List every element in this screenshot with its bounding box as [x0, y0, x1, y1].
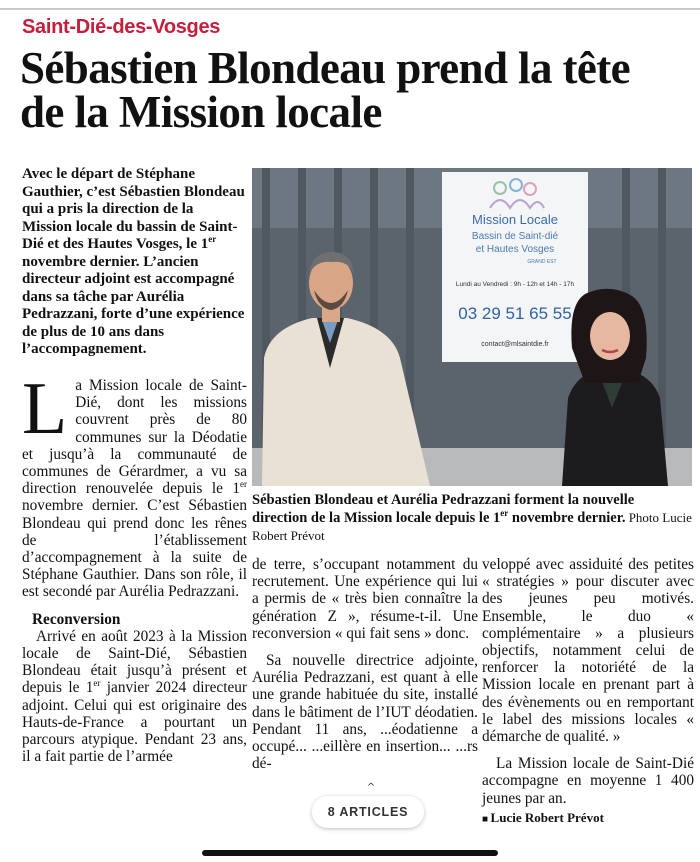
paragraph-1-text-a: a Mission locale de Saint-Dié, dont les missions couvrent près de 80 communes sur la Déodatie et jusqu’à la communauté de communes de Gérardmer, a vu sa direction renouvelée depuis le 1 [22, 377, 247, 498]
photo-credit: Photo Lucie Robert Prévot [252, 510, 692, 543]
column-3-paragraph-1: veloppé avec assiduité des petites « stratégies » pour discuter avec des jeunes peu motivés. Ensemble, le duo « complémentaire » a plusieurs objectifs, notamment celui de renforcer la notoriété de la Mission locale en prenant part à des évènements ou en remportant le label des missions locales « démarche de qualité. » [482, 556, 694, 746]
lead-sup: er [208, 234, 217, 244]
caption-text-b: novembre dernier. [508, 510, 626, 526]
chevron-up-icon[interactable]: ^ [362, 780, 380, 794]
sign-subtitle-2: et Hautes Vosges [475, 244, 555, 255]
section-kicker: Saint-Dié-des-Vosges [22, 16, 221, 38]
article-photo[interactable] [252, 168, 692, 486]
article-column-2 [252, 556, 478, 772]
home-indicator[interactable] [202, 850, 498, 856]
paragraph-1-sup: er [240, 479, 247, 490]
article-column-3 [482, 556, 694, 828]
headline [20, 43, 690, 137]
paragraph-1-text-b: novembre dernier. C’est Sébastien Blondeau qui prend donc les rênes de l’établissement d’accompagnement à la suite de Stéphane Gauthier. Dans son rôle, il est secondé par Aurélia Pedrazzani. [22, 497, 247, 601]
lead-paragraph [22, 166, 247, 359]
article-column-1 [22, 368, 247, 766]
sign-title: Mission Locale [472, 212, 558, 227]
column-2-paragraph-2: Sa nouvelle directrice adjointe, Aurélia Pedrazzani, est quant à elle une grande habituée du site, installé dans le bâtiment de l’IUT déodatien. Pendant 11 ans, ...éodatienne a occupé... ...eillère en insertion... ...rs dé- [252, 652, 478, 773]
caption-text-a: Sébastien Blondeau et Aurélia Pedrazzani forment la nouvelle direction de la Mission locale depuis le 1 [252, 492, 635, 526]
sign-email: contact@mlsaintdie.fr [481, 341, 549, 348]
articles-pill-button[interactable]: 8 ARTICLES [312, 796, 424, 828]
sign-subtitle-1: Bassin de Saint-dié [471, 231, 559, 242]
article-paragraph-1 [22, 368, 247, 601]
sign-phone: 03 29 51 65 55 [458, 304, 572, 323]
article-paragraph-2 [22, 628, 247, 766]
sign-tag: GRAND EST [527, 259, 557, 265]
caption-sup: er [500, 508, 509, 519]
lead-text-a: Avec le départ de Stéphane Gauthier, c’est Sébastien Blondeau qui a pris la direction de la Mission locale du bassin de Saint-Dié et des Hautes Vosges, le 1 [22, 166, 245, 252]
paragraph-2-text-b: janvier 2024 directeur adjoint. Celui qui est originaire des Hauts-de-France a pourtant un parcours atypique. Pendant 23 ans, il a fait partie de l’armée [22, 679, 247, 766]
column-2-paragraph-1: de terre, s’occupant notamment du recrutement. Une expérience qui lui a permis de « très bien connaître la génération Z », résume-t-il. Une reconversion « qui fait sens » donc. [252, 556, 478, 642]
top-rule [0, 8, 700, 10]
photo-illustration [252, 168, 692, 486]
photo-caption [252, 492, 692, 545]
subheading: Reconversion [32, 610, 121, 628]
headline-line-1: Sébastien Blondeau prend la tête [20, 43, 631, 93]
drop-cap: L [22, 368, 68, 450]
paragraph-2-text-a: Arrivé en août 2023 à la Mission locale de Saint-Dié, Sébastien Blondeau était jusqu’à présent et depuis le 1 [22, 627, 247, 697]
column-3-paragraph-2: La Mission locale de Saint-Dié accompagne en moyenne 1 400 jeunes par an. [482, 755, 694, 807]
author-signature: ■ Lucie Robert Prévot [482, 809, 694, 828]
sign-hours: Lundi au Vendredi : 9h - 12h et 14h - 17h [455, 281, 575, 288]
headline-line-2: de la Mission locale [20, 87, 382, 137]
lead-text-b: novembre dernier. L’ancien directeur adjoint est accompagné dans sa tâche par Aurélia Pedrazzani, forte d’une expérience de plus de 10 ans dans l’accompagnement. [22, 253, 245, 357]
paragraph-2-sup: er [93, 678, 101, 689]
